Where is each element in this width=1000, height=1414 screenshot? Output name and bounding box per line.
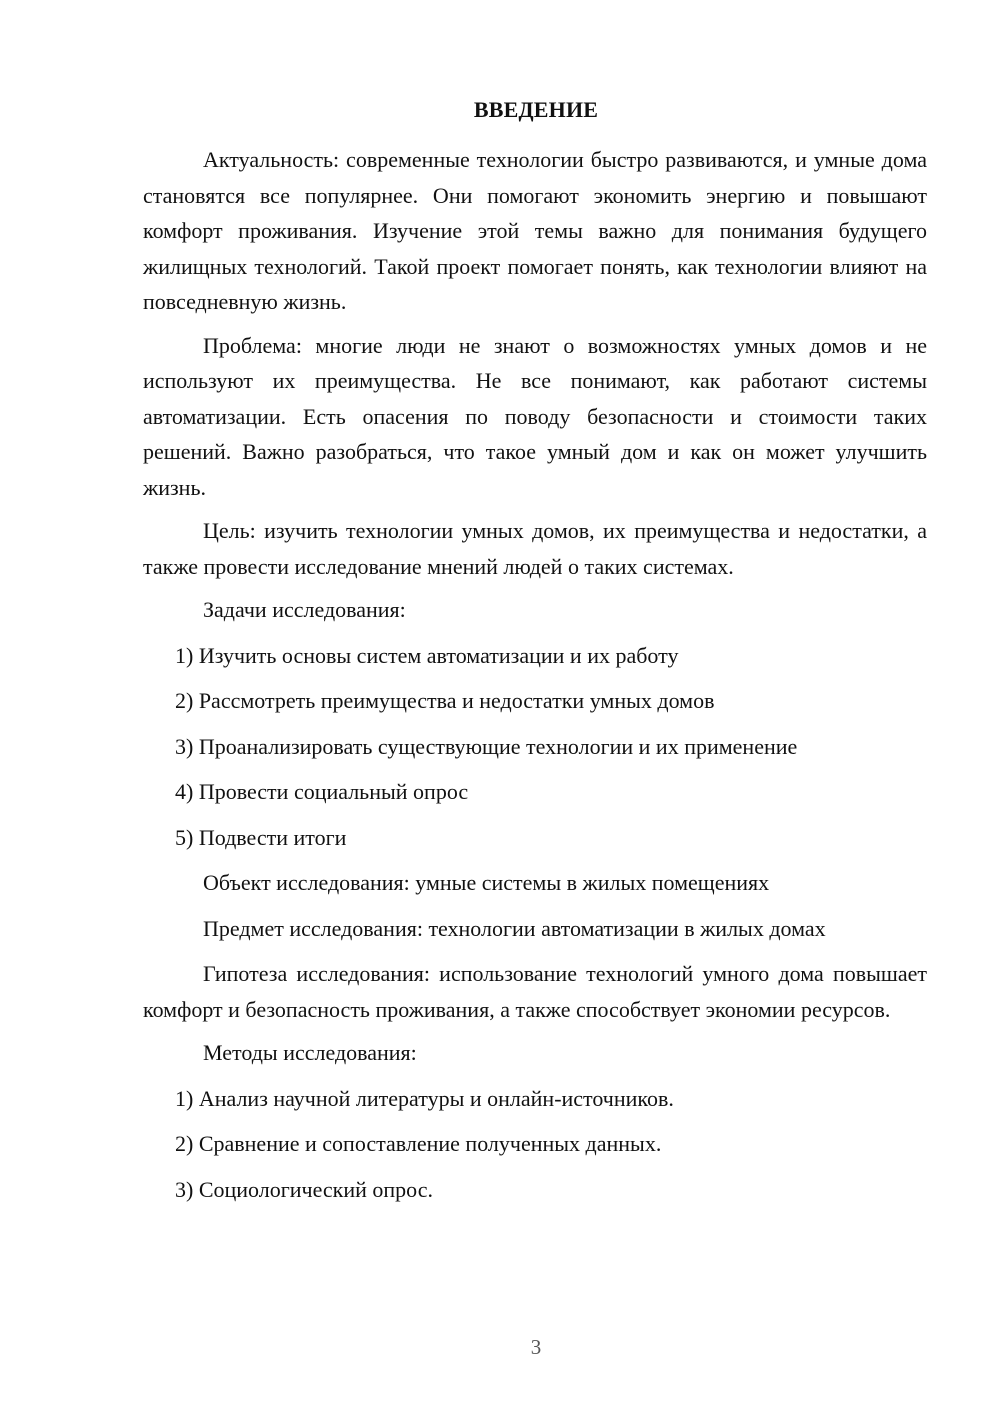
methods-list xyxy=(143,1081,927,1208)
list-item: 3) Социологический опрос. xyxy=(175,1176,433,1202)
goal-paragraph: Цель: изучить технологии умных домов, их преимущества и недостатки, а также провести исследование мнений людей о таких системах. xyxy=(143,518,927,579)
tasks-heading: Задачи исследования: xyxy=(203,597,406,622)
list-item: 3) Проанализировать существующие технологии и их применение xyxy=(175,733,798,759)
research-object: Объект исследования: умные системы в жилых помещениях xyxy=(203,870,770,895)
page-title: ВВЕДЕНИЕ xyxy=(473,97,599,122)
relevance-paragraph: Актуальность: современные технологии быстро развиваются, и умные дома становятся все популярнее. Они помогают экономить энергию и повышают комфорт проживания. Изучение этой темы важно для понимания будущего жилищных технологий. Такой проект помогает понять, как технологии влияют на повседневную жизнь. xyxy=(143,147,927,314)
problem-paragraph: Проблема: многие люди не знают о возможностях умных домов и не используют их преимущества. Не все понимают, как работают системы автоматизации. Есть опасения по поводу безопасности и стоимости таких решений. Важно разобраться, что такое умный дом и как он может улучшить жизнь. xyxy=(143,332,927,500)
list-item: 2) Сравнение и сопоставление полученных данных. xyxy=(175,1131,662,1156)
research-subject: Предмет исследования: технологии автоматизации в жилых домах xyxy=(203,915,826,941)
list-item: 4) Провести социальный опрос xyxy=(175,779,469,804)
page-number: 3 xyxy=(530,1335,542,1359)
hypothesis-paragraph: Гипотеза исследования: использование технологий умного дома повышает комфорт и безопасность проживания, а также способствует экономии ресурсов. xyxy=(143,961,927,1022)
list-item: 1) Анализ научной литературы и онлайн-источников. xyxy=(175,1085,674,1111)
tasks-list xyxy=(143,638,927,856)
page-content xyxy=(143,142,927,1217)
list-item: 5) Подвести итоги xyxy=(175,824,347,850)
list-item: 2) Рассмотреть преимущества и недостатки умных домов xyxy=(175,688,715,713)
methods-heading: Методы исследования: xyxy=(203,1040,417,1065)
list-item: 1) Изучить основы систем автоматизации и их работу xyxy=(175,642,679,668)
